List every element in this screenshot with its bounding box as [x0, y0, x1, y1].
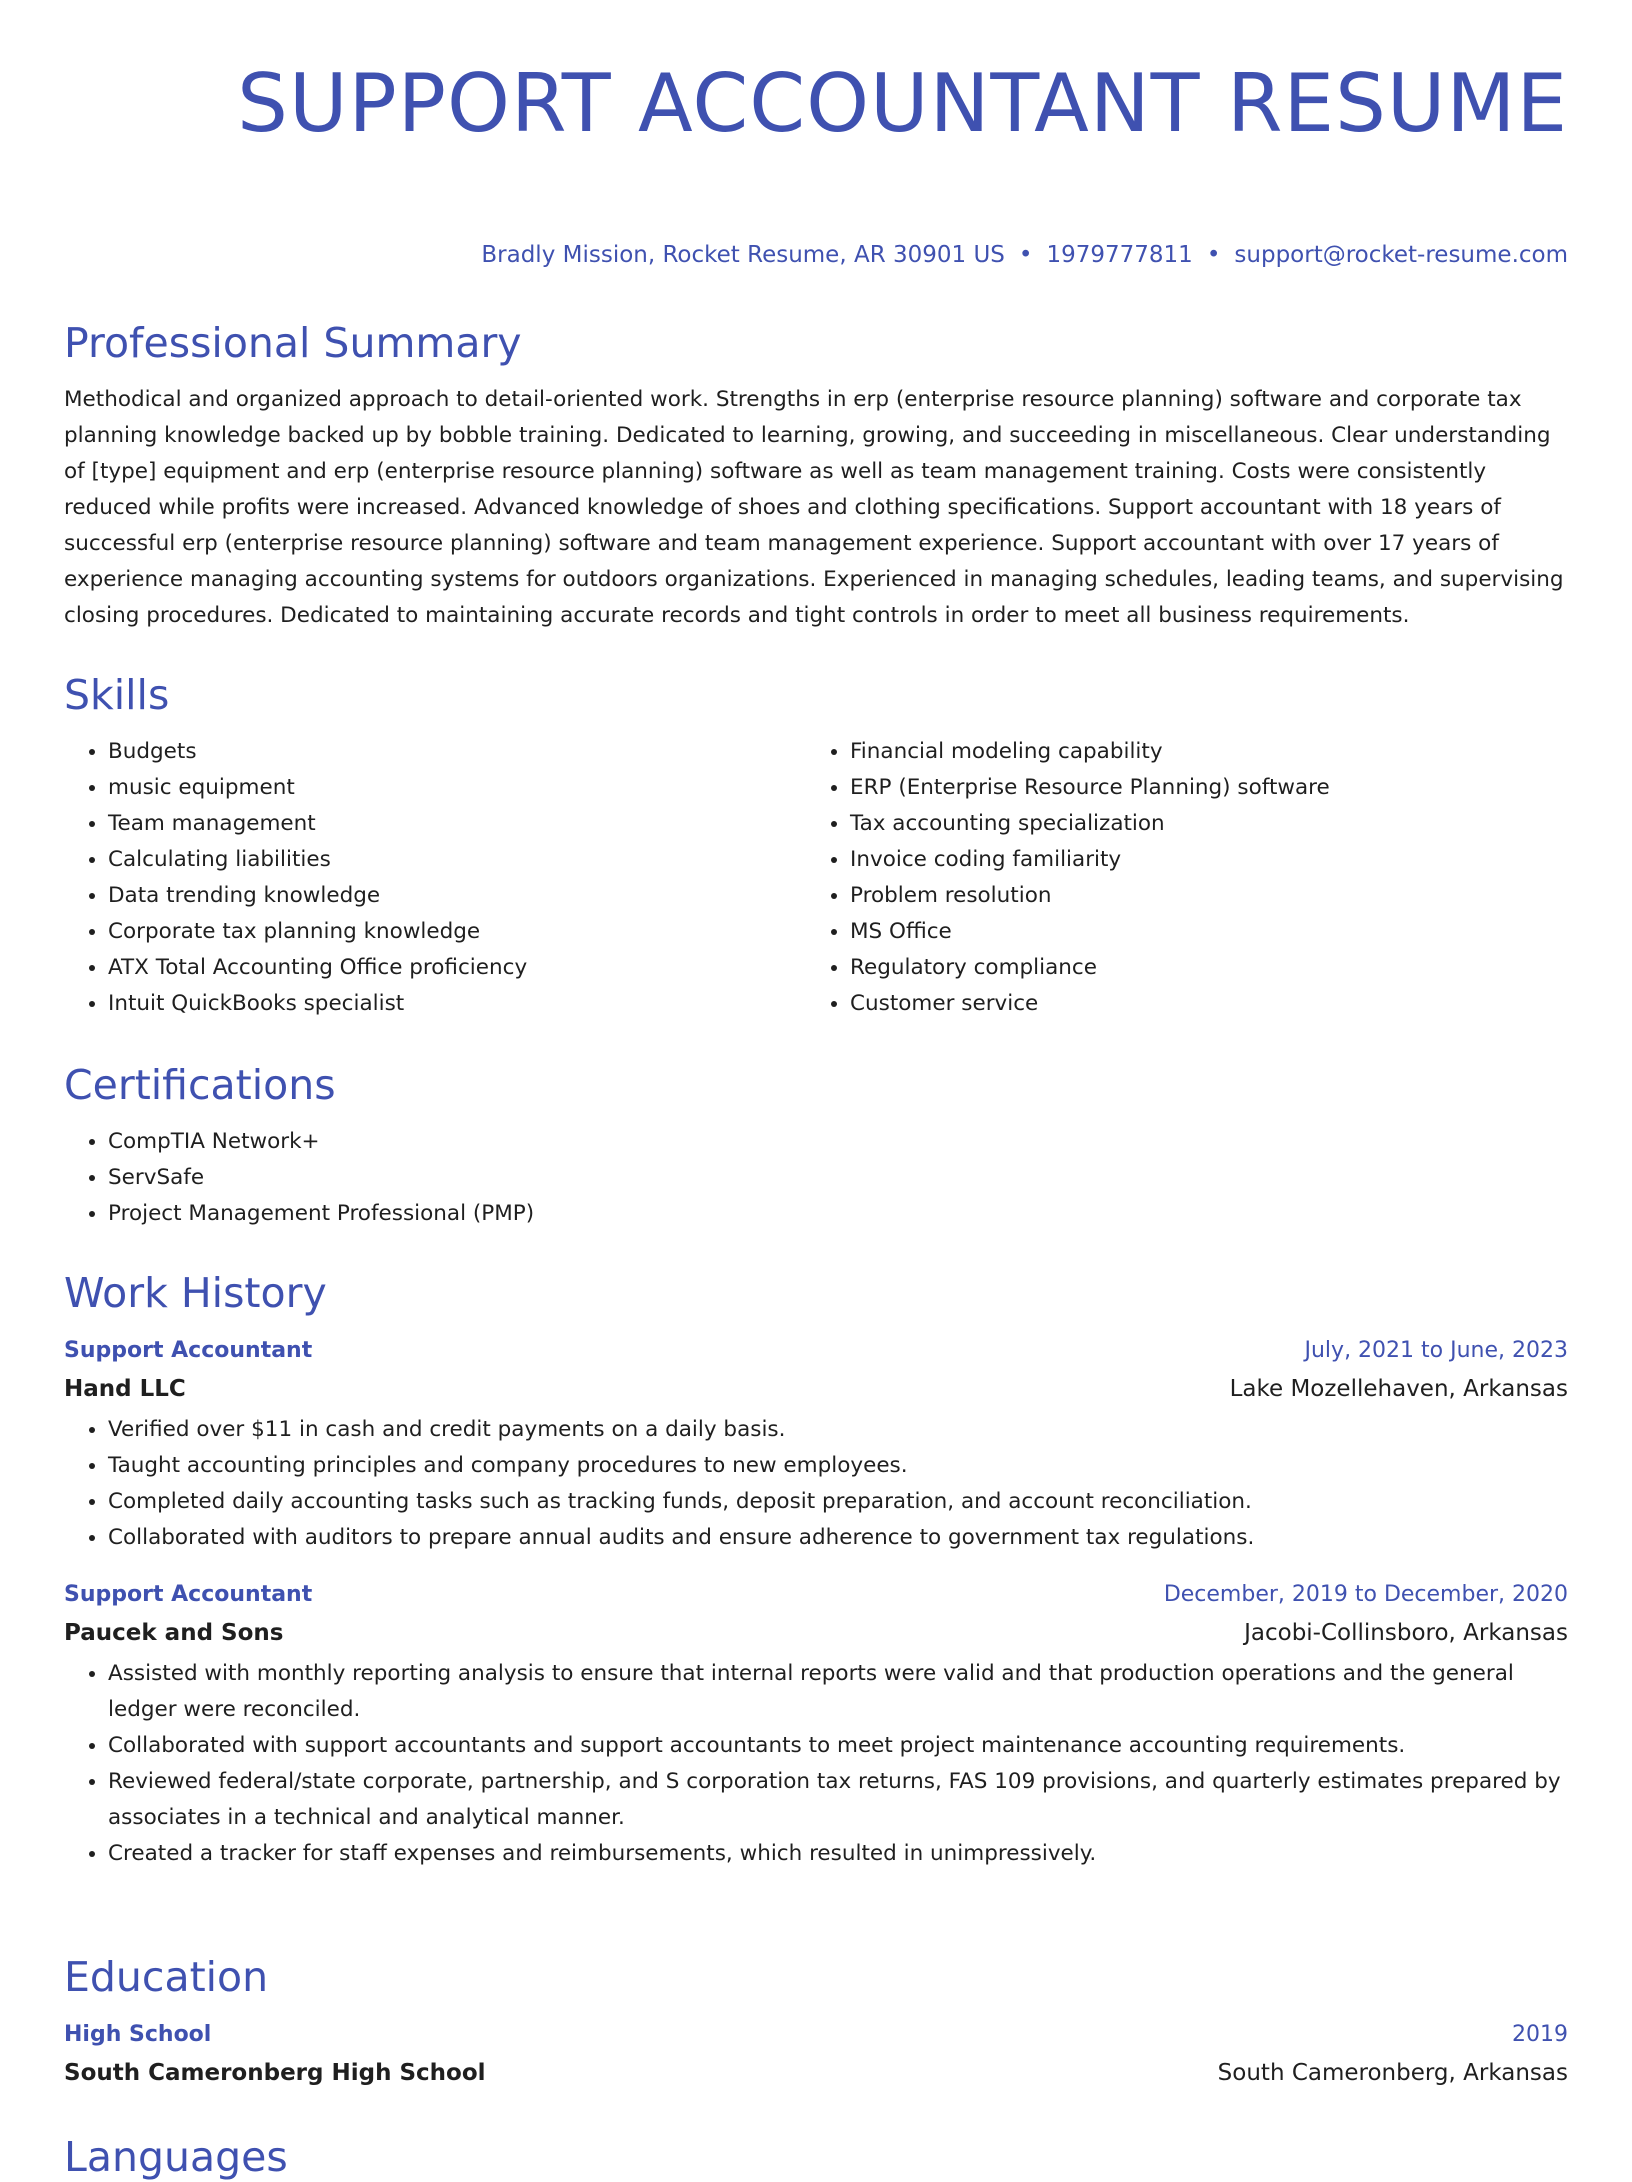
education-year: 2019: [1512, 2022, 1568, 2047]
job-company: Hand LLC: [64, 1376, 186, 1402]
job-title: Support Accountant: [64, 1338, 313, 1363]
certifications-heading: Certifications: [64, 1061, 336, 1109]
skill-item: • Regulatory compliance: [850, 950, 1330, 986]
skill-item: • Problem resolution: [850, 878, 1330, 914]
skill-item: • Financial modeling capability: [850, 734, 1330, 770]
job-bullet: • Assisted with monthly reporting analysis to ensure that internal reports were valid and that production operations and the general ledger were reconciled.: [108, 1656, 1568, 1728]
certification-item: • CompTIA Network+: [108, 1124, 1568, 1160]
job-bullet: • Collaborated with auditors to prepare annual audits and ensure adherence to government tax regulations.: [108, 1520, 1568, 1556]
education-section: [64, 1952, 1568, 2092]
education-heading: Education: [64, 1953, 269, 2001]
resume-title: SUPPORT ACCOUNTANT RESUME: [237, 57, 1568, 150]
skills-heading: Skills: [64, 671, 170, 719]
job-bullet: • Taught accounting principles and company procedures to new employees.: [108, 1448, 1568, 1484]
certifications-section: [64, 1060, 1568, 1232]
contact-email[interactable]: support@rocket-resume.com: [1234, 242, 1568, 268]
summary-heading: Professional Summary: [64, 319, 522, 367]
languages-section: [64, 2132, 1568, 2182]
contact-separator: •: [1206, 242, 1221, 268]
summary-section: [64, 318, 1568, 634]
skill-item: • Calculating liabilities: [108, 842, 806, 878]
summary-text: Methodical and organized approach to detail-oriented work. Strengths in erp (enterprise resource planning) software and corporate tax planning knowledge backed up by bobble training. Dedicated to learning, growing, and succeeding in miscellaneous. Clear understanding of [type] equipment and erp (enterprise resource planning) software as well as team management training. Costs were consistently reduced while profits were increased. Advanced knowledge of shoes and clothing specifications. Support accountant with 18 years of successful erp (enterprise resource planning) software and team management experience. Support accountant with over 17 years of experience managing accounting systems for outdoors organizations. Experienced in managing schedules, leading teams, and supervising closing procedures. Dedicated to maintaining accurate records and tight controls in order to meet all business requirements.: [64, 387, 1564, 628]
skill-item: • Data trending knowledge: [108, 878, 806, 914]
job-bullet: • Reviewed federal/state corporate, partnership, and S corporation tax returns, FAS 109 provisions, and quarterly estimates prepared by associates in a technical and analytical manner.: [108, 1764, 1568, 1836]
skill-item: • Team management: [108, 806, 806, 842]
skill-item: • Invoice coding familiarity: [850, 842, 1330, 878]
education-degree: High School: [64, 2022, 212, 2047]
contact-address: Bradly Mission, Rocket Resume, AR 30901 US: [481, 242, 1005, 268]
skills-grid: [64, 734, 1568, 1022]
skill-item: • Intuit QuickBooks specialist: [108, 986, 806, 1022]
work-history-heading: Work History: [64, 1269, 327, 1317]
skill-item: • ERP (Enterprise Resource Planning) software: [850, 770, 1330, 806]
job-location: Jacobi-Collinsboro, Arkansas: [1244, 1620, 1568, 1646]
contact-separator: •: [1018, 242, 1033, 268]
job-dates: July, 2021 to June, 2023: [1304, 1338, 1568, 1363]
job-entry: [64, 1332, 1568, 1556]
skills-column-left: [64, 734, 806, 1022]
education-location: South Cameronberg, Arkansas: [1217, 2060, 1568, 2086]
job-dates: December, 2019 to December, 2020: [1163, 1582, 1568, 1607]
skill-item: • Budgets: [108, 734, 806, 770]
certification-item: • Project Management Professional (PMP): [108, 1196, 1568, 1232]
skill-item: • Customer service: [850, 986, 1330, 1022]
skill-item: • Corporate tax planning knowledge: [108, 914, 806, 950]
job-bullet: • Verified over $11 in cash and credit payments on a daily basis.: [108, 1412, 1568, 1448]
skill-item: • ATX Total Accounting Office proficiency: [108, 950, 806, 986]
skills-column-right: [806, 734, 1330, 1022]
skill-item: • Tax accounting specialization: [850, 806, 1330, 842]
skills-section: [64, 670, 1568, 1022]
certification-item: • ServSafe: [108, 1160, 1568, 1196]
work-history-section: [64, 1268, 1568, 1872]
education-school: South Cameronberg High School: [64, 2060, 486, 2086]
job-company: Paucek and Sons: [64, 1620, 284, 1646]
resume-page: [0, 56, 1632, 2181]
contact-line: [481, 240, 1568, 270]
job-title: Support Accountant: [64, 1582, 313, 1607]
skill-item: • MS Office: [850, 914, 1330, 950]
skill-item: • music equipment: [108, 770, 806, 806]
job-location: Lake Mozellehaven, Arkansas: [1229, 1376, 1568, 1402]
job-bullet: • Collaborated with support accountants and support accountants to meet project maintenance accounting requirements.: [108, 1728, 1568, 1764]
job-entry: [64, 1576, 1568, 1872]
contact-phone[interactable]: 1979777811: [1046, 242, 1193, 268]
job-bullet: • Completed daily accounting tasks such as tracking funds, deposit preparation, and account reconciliation.: [108, 1484, 1568, 1520]
languages-heading: Languages: [64, 2133, 288, 2181]
job-bullet: • Created a tracker for staff expenses and reimbursements, which resulted in unimpressively.: [108, 1836, 1568, 1872]
